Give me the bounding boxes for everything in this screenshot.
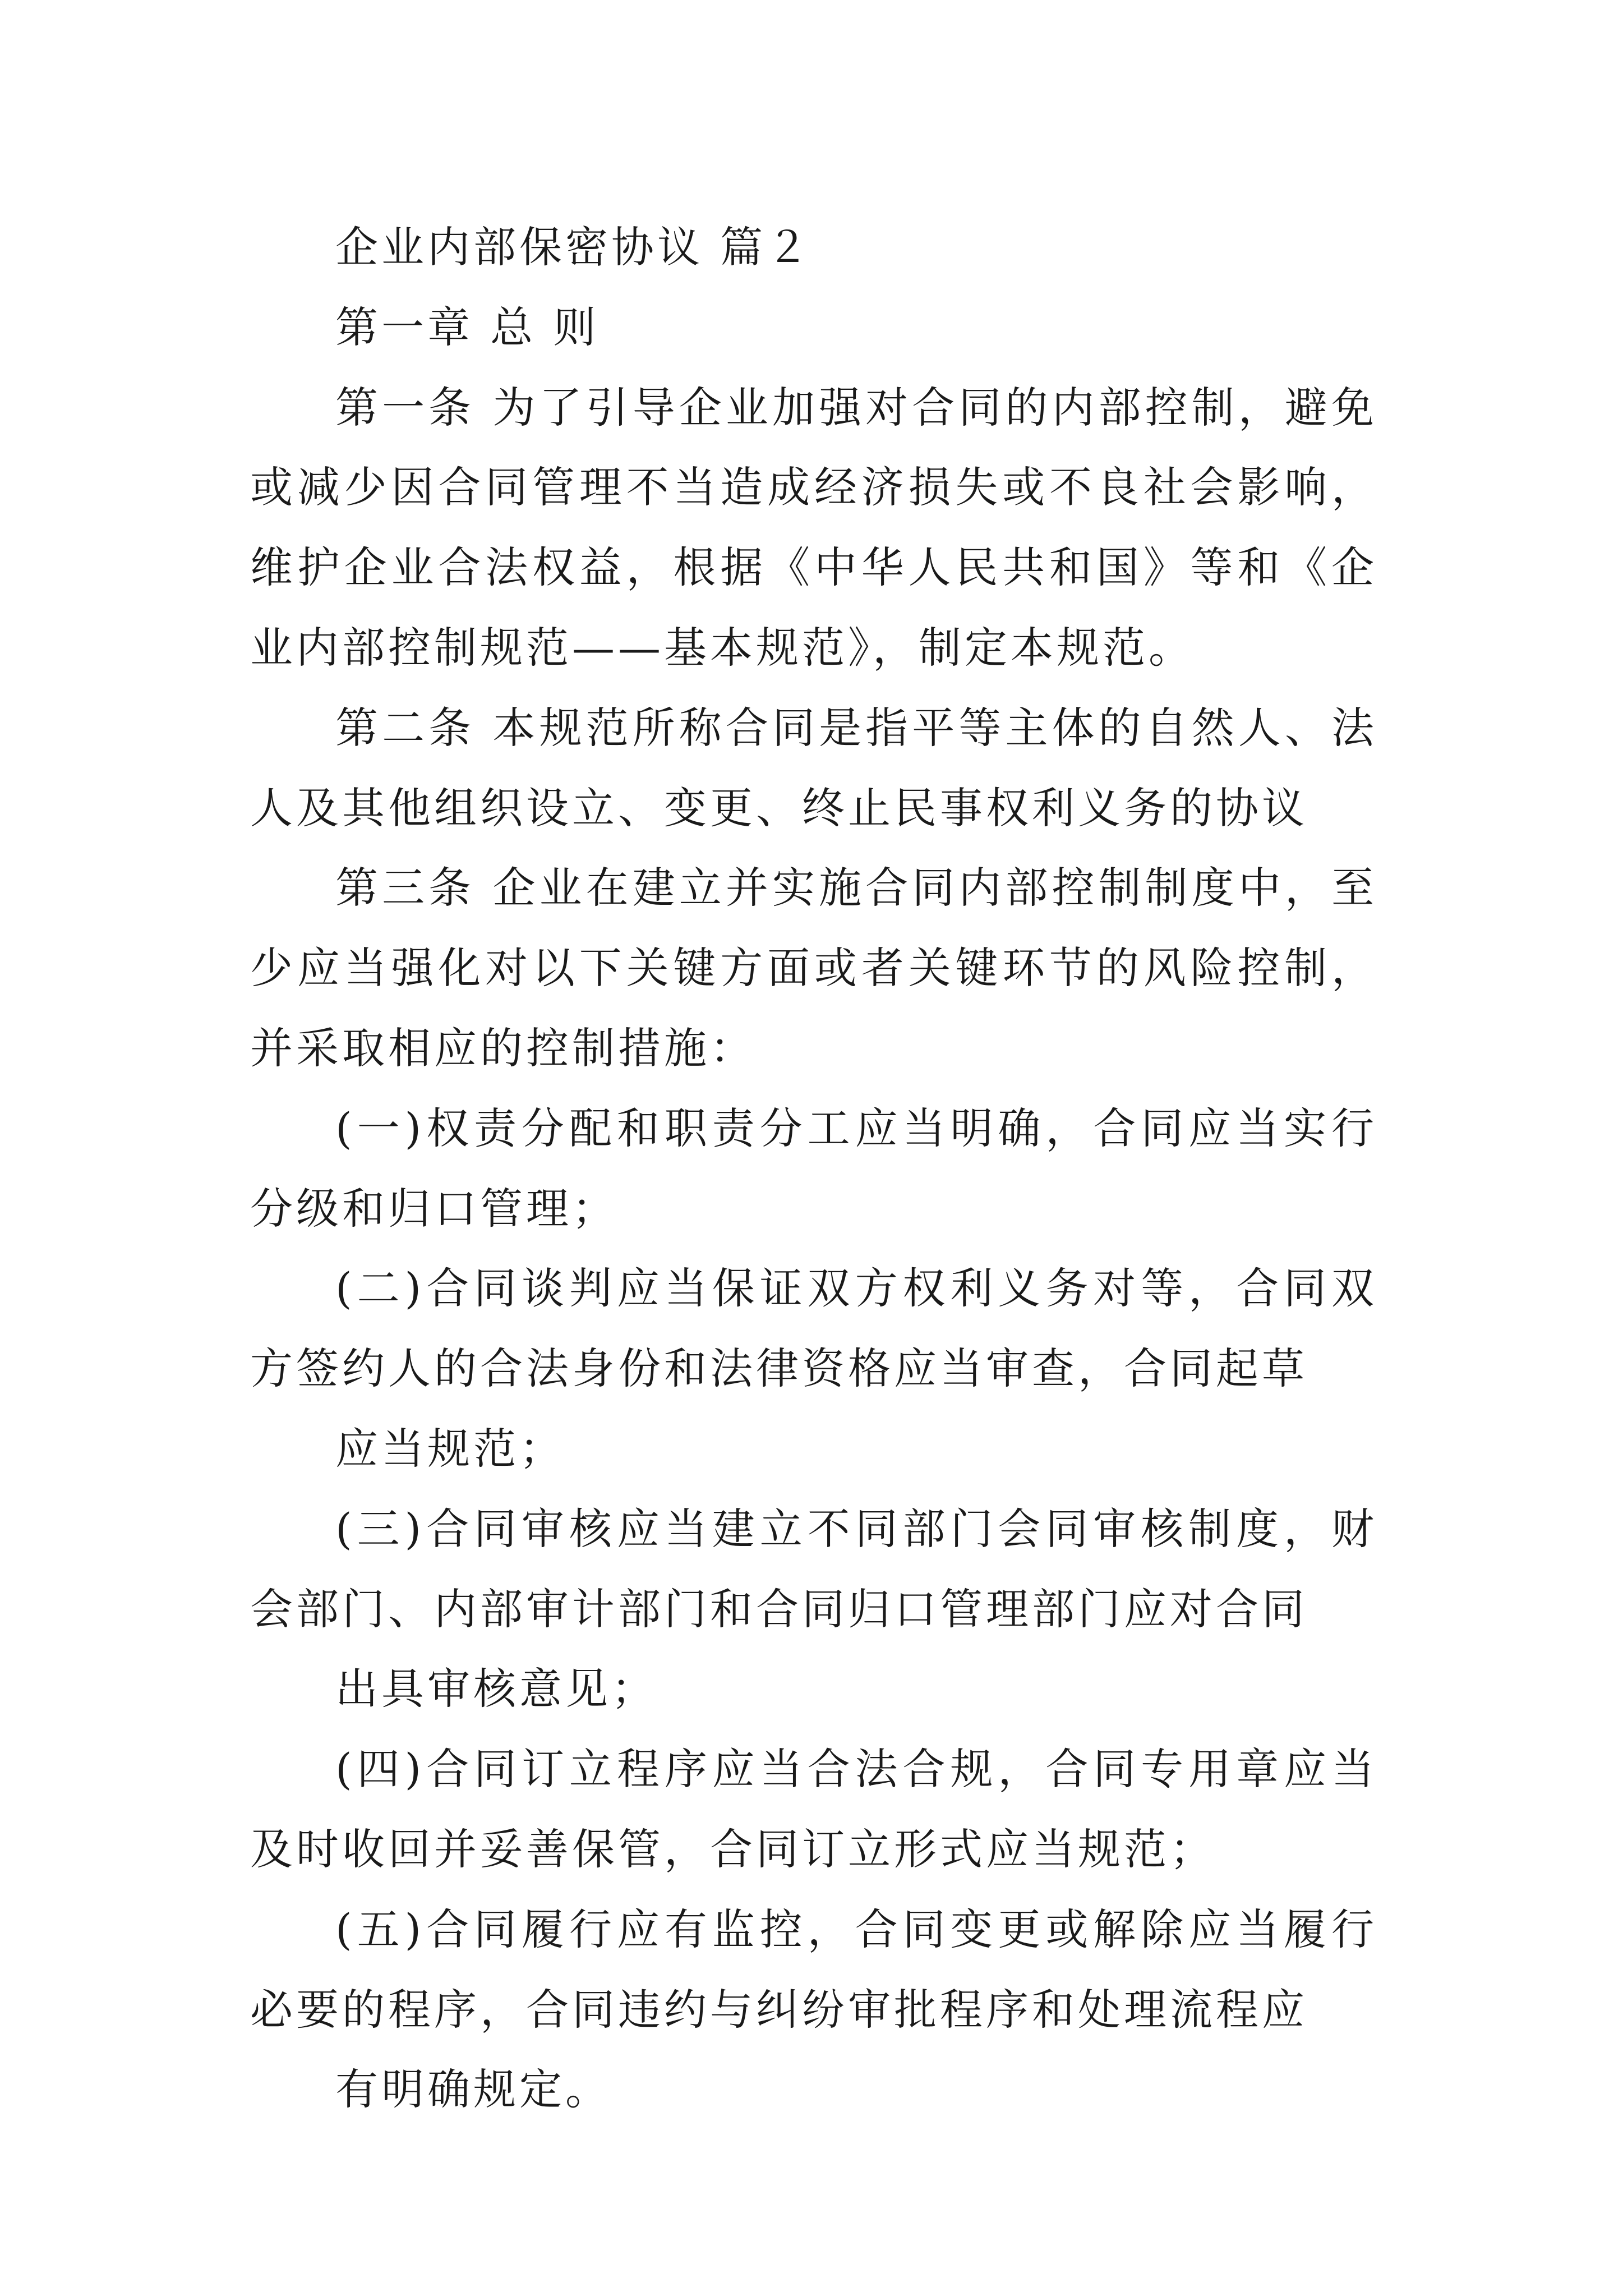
chapter-heading: 第一章 总 则 xyxy=(335,302,600,352)
article-1: 第一条 为了引导企业加强对合同的内部控制，避免或减少因合同管理不当造成经济损失或不良社会影响，维护企业合法权益，根据《中华人民共和国》等和《企业内部控制规范——基本规范》，制定本规范。 xyxy=(250,382,1377,673)
clause-5-continuation: 有明确规定。 xyxy=(335,2064,611,2115)
clause-1: (一)权责分配和职责分工应当明确，合同应当实行分级和归口管理； xyxy=(250,1103,1377,1234)
clause-4: (四)合同订立程序应当合法合规，合同专用章应当及时收回并妥善保管，合同订立形式应当规范； xyxy=(250,1744,1377,1874)
article-2: 第二条 本规范所称合同是指平等主体的自然人、法人及其他组织设立、变更、终止民事权利义务的协议 xyxy=(250,702,1377,833)
article-3: 第三条 企业在建立并实施合同内部控制制度中，至少应当强化对以下关键方面或者关键环节的风险控制，并采取相应的控制措施： xyxy=(250,863,1377,1073)
clause-5: (五)合同履行应有监控，合同变更或解除应当履行必要的程序，合同违约与纠纷审批程序和处理流程应 xyxy=(250,1904,1377,2035)
document-title: 企业内部保密协议 篇２ xyxy=(335,222,813,272)
clause-3: (三)合同审核应当建立不同部门会同审核制度，财会部门、内部审计部门和合同归口管理部门应对合同 xyxy=(250,1503,1377,1634)
clause-3-continuation: 出具审核意见； xyxy=(335,1664,657,1714)
clause-2: (二)合同谈判应当保证双方权利义务对等，合同双方签约人的合法身份和法律资格应当审查，合同起草 xyxy=(250,1263,1377,1394)
clause-2-continuation: 应当规范； xyxy=(335,1423,565,1474)
document-body xyxy=(250,208,1377,2130)
